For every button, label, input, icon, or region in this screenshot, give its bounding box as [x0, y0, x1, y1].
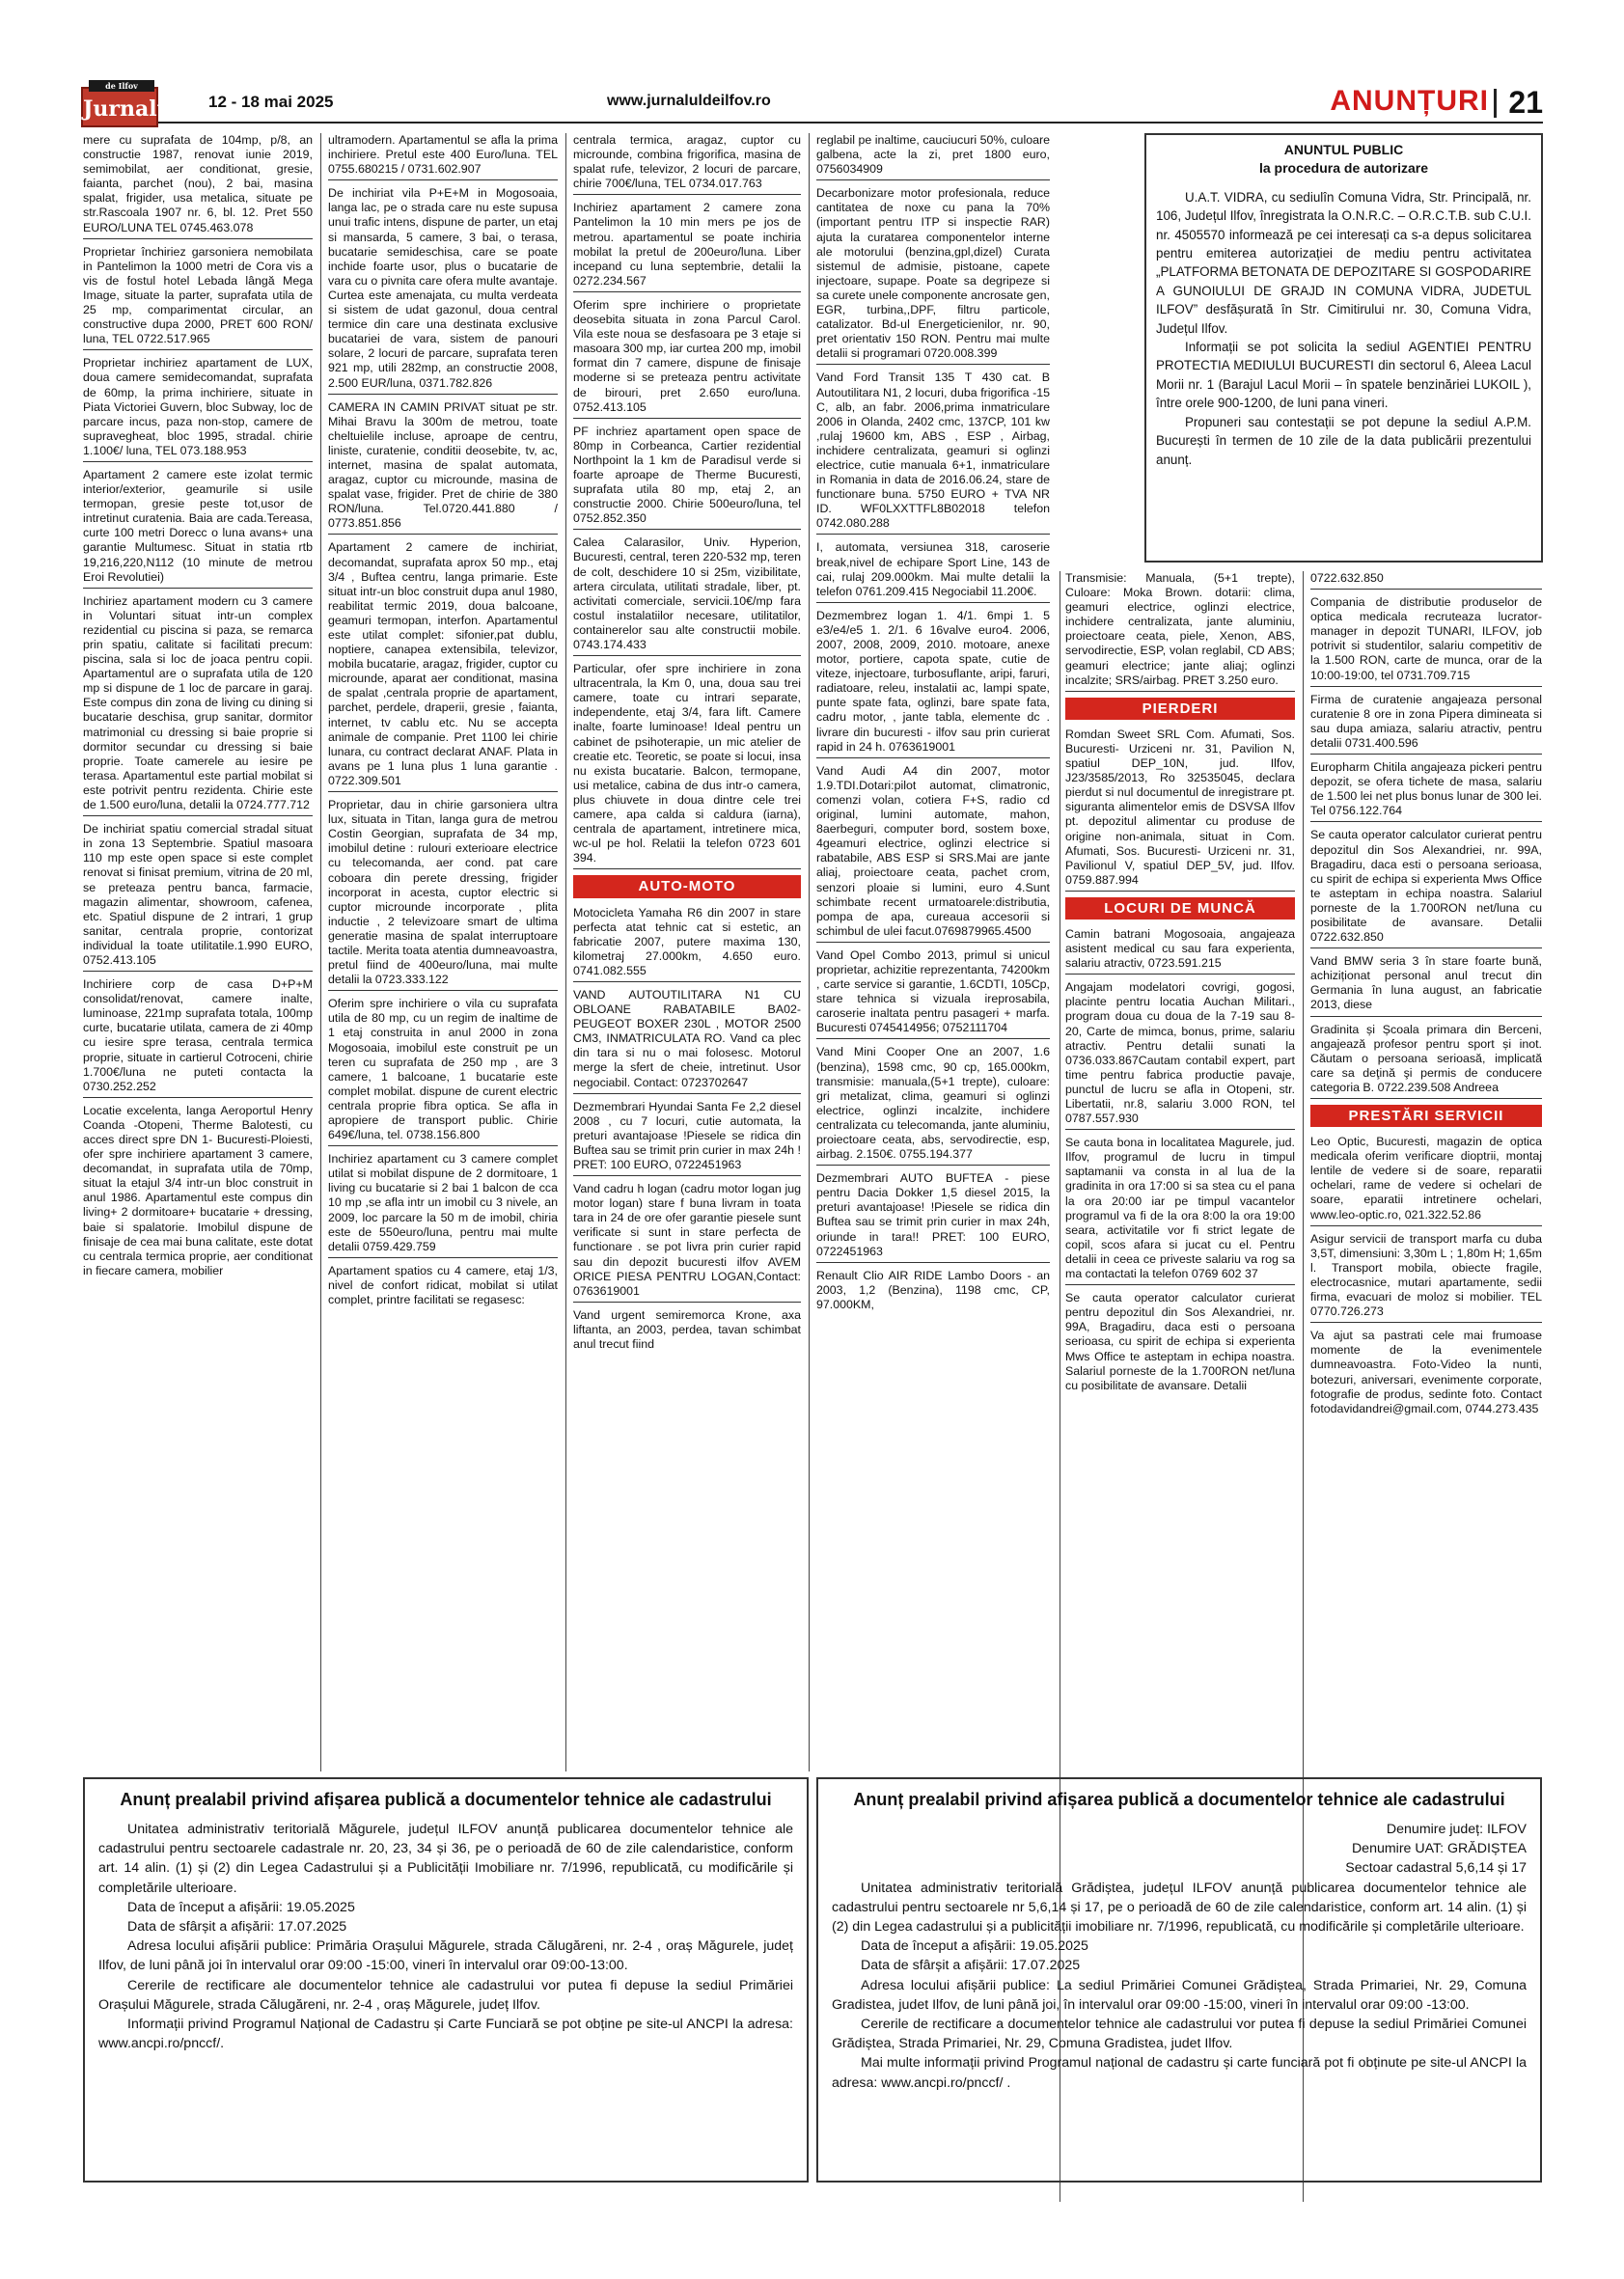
page-number: 21 [1508, 85, 1543, 120]
classified-ad: VAND AUTOUTILITARA N1 CU OBLOANE RABATABILE BA02-PEUGEOT BOXER 230L , MOTOR 2500 CM3, INMATRICULATA RO. Vand ca plec din tara si nu o mai folosesc. Motorul merge la sfert de cheie, intretinut. Usor negociabil. Contact: 0723702647 [573, 988, 801, 1094]
classified-ad: reglabil pe inaltime, cauciucuri 50%, culoare galbena, acte la zi, pret 1800 euro, 0756034909 [816, 133, 1050, 180]
classified-ad: Motocicleta Yamaha R6 din 2007 in stare perfecta atat tehnic cat si estetic, an fabricatie 2007, putere maxima 130, kilometraj 27.000km, 4.650 euro. 0741.082.555 [573, 906, 801, 982]
classified-ad: Gradinita și Școala primara din Berceni, angajează profesor pentru sport și inot. Căutam o persoana serioasă, implicată care sa deţină şi permis de conducere categoria B. 0722.239.508 Andreea [1310, 1023, 1542, 1099]
classified-ad: Firma de curatenie angajeaza personal curatenie 8 ore in zona Pipera dimineata si sau dupa amiaza, salariu atractiv, pentru detalii 0731.400.596 [1310, 693, 1542, 755]
classified-ad: Se cauta operator calculator curierat pentru depozitul din Sos Alexandriei, nr. 99A, Bragadiru, daca esti o persoana serioasa, cu spirit de echipa si experienta Mws Office te asteptam in echipa noastra. Salariul porneste de la 1.700RON net/luna cu posibilitate de avansare. Detalii 0722.632.850 [1310, 828, 1542, 948]
classified-ad: 0722.632.850 [1310, 571, 1542, 590]
ads-column-4 [816, 133, 1050, 1773]
website-link[interactable]: www.jurnaluldeilfov.ro [607, 93, 771, 109]
classified-ad: Se cauta bona in localitatea Magurele, jud. Ilfov, programul de lucru in timpul saptamanii va consta in al lua de la gradinita in ora 17:00 si sa stea cu el pana la ora 20:00 iar pe timpul vacantelor programul va fi de la ora 8:00 la ora 19:00 seara, activitatile vor fi strict legate de copil, scos afara si jucat cu el. Pentru detalii in ceea ce priveste salariu va rog sa ma contactati la telefon 0769 602 37 [1065, 1136, 1295, 1285]
notice-start-date: Data de început a afișării: 19.05.2025 [861, 1938, 1088, 1955]
classified-ad: Compania de distributie produselor de optica medicala recruteaza lucrator-manager in depozit TUNARI, ILFOV, job potrivit si studentilor, salariu competitiv de la 1.500 RON, carte de munca, orar de la 10:00-19:00, tel 0731.709.715 [1310, 595, 1542, 687]
classified-ad: Vand Ford Transit 135 T 430 cat. B Autoutilitara N1, 2 locuri, duba frigorifica -15 C, alb, an fabr. 2006,prima inmatriculare 2006 in Olanda, 2402 cmc, 137CP, 101 kw ,rulaj 19600 km, ABS , ESP , Airbag, inchidere centralizata, geamuri si oglinzi electrice, cutie manuala 6+1, inmatriculare in Romania in data de 2016.06.24, stare de functionare buna. 5750 EURO + TVA NR ID. WF0LXXTTFL8B02018 telefon 0742.080.288 [816, 371, 1050, 535]
notice-end-date: Data de sfârșit a afișării: 17.07.2025 [127, 1919, 347, 1936]
classified-ad: Particular, ofer spre inchiriere in zona ultracentrala, la Km 0, una, doua sau trei camere, toate cu intrari separate, independente, etaj 3/4, fara lift. Camere inalte, foarte luminoase! Ideal pentru un cabinet de psihoterapie, un mic atelier de creatie etc. Teoretic, se poate si locui, insa nu exista bucatarie. Balcon, termopane, usi metalice, cabina de dus intr-o camera, plus chiuvete in doua dintre cele trei camere, apa calda si caldura (iarna), centrala de apartament, intretinere mica, wc-ul pe hol. Relatii la telefon 0723 601 394. [573, 662, 801, 869]
classified-ad: Romdan Sweet SRL Com. Afumati, Sos. Bucuresti- Urziceni nr. 31, Pavilion N, spatiul DEP_10N, jud. Ilfov, J23/3585/2013, Ro 32535045, declara pierdut si nul documentul de inregistrare pt. siguranta alimentelor emis de DSVSA Ilfov pt. depozitul alimentar cu produse de origine non-animala, situat in Com. Afumati, Sos. Bucuresti- Urziceni nr. 31, Pavilionul V, spatiul DEP_5V, jud. Ilfov. 0759.887.994 [1065, 728, 1295, 892]
notice-paragraph: Adresa locului afișării publice: Primăria Orașului Măgurele, strada Călugăreni, nr. 2-4 , oraș Măgurele, județ Ilfov, de luni până joi în intervalul orar 09:00 -15:00, vineri în intervalul orar 09:00-13:00. [98, 1938, 793, 1974]
public-notice-box [1144, 133, 1543, 563]
public-notice-paragraph: U.A.T. VIDRA, cu sediulîn Comuna Vidra, Str. Principală, nr. 106, Județul Ilfov, înregistrata la O.N.R.C. – O.R.C.T.B. sub C.U.I. nr. 4505570 informează pe cei interesați ca s-a depus solicitarea pentru emiterea autorizației de mediu pentru activitatea „PLATFORMA BETONATA DE DEPOZITARE SI GOSPODARIRE A GUNOIULUI DE GRAJD IN COMUNA VIDRA, JUDETUL ILFOV” desfășurată în Str. Cimitirului nr. 30, Comuna Vidra, Județul Ilfov. [1156, 189, 1531, 336]
classified-ad: Vand Audi A4 din 2007, motor 1.9.TDI.Dotari:pilot automat, climatronic, comenzi volan, cotiera F+S, radio cd original, lumini automate, mahon, 8aerbeguri, computer bord, sostem boxe, 4geamuri electrice, oglinzi electrice si rabatabile, ABS ESP si SRS.Mai are jante aliaj, proiectoare ceata, pachet crom, senzori ploaie si lumini, euro 4.Sunt schimbate recent urmatoarele:distributia, pompa de apa, cureaua accesorii si schimbul de ulei facut.0769879965.4500 [816, 764, 1050, 943]
classified-ad: Vand urgent semiremorca Krone, axa liftanta, an 2003, perdea, tavan schimbat anul trecut fiind [573, 1307, 801, 1352]
classified-ad: Oferim spre inchiriere o vila cu suprafata utila de 80 mp, cu un regim de inaltime de 1 etaj construita in anul 2000 in zona Mogosoaia, imobilul este construit pe un teren cu suprafata de 250 mp , are 3 camere, 1 balcoane, 1 bucatarie este complet mobilat. dispune de curent electric centrala proprie fibra optica. Se afla in apropiere de transport public. Chirie 649€/luna, tel. 0738.156.800 [328, 997, 558, 1146]
classified-ad: Calea Calarasilor, Univ. Hyperion, Bucuresti, central, teren 220-532 mp, teren de colt, deschidere 10 si 25m, vizibilitate, artera circulata, utilitati stradale, liber, pt. activitati comerciale, servicii.10€/mp fara costul instalatiilor necesare, utilitatilor, containerelor sau alte constructii mobile. 0743.174.433 [573, 535, 801, 656]
classified-ad: Proprietar închiriez garsoniera nemobilata in Pantelimon la 1000 metri de Cora vis a vis de fostul hotel Lebada lângă Mega Image, situate la parter, suprafata utila de 25 mp, comparimentat circular, an constructive dupa 2000, PRET 600 RON/ luna, TEL 0722.517.965 [83, 245, 313, 351]
section-heading-prestari-servicii: PRESTĂRI SERVICII [1310, 1105, 1542, 1127]
classified-ad: Vand BMW seria 3 în stare foarte bună, achiziționat personal anul trecut din Germania în luna august, an fabricatie 2013, diese [1310, 954, 1542, 1016]
ads-column-2 [328, 133, 558, 1773]
column-divider [320, 133, 321, 1771]
notice-paragraph: Cererile de rectificare a documentelor tehnice ale cadastrului vor putea fi depuse la sediul Primăriei Comunei Grădiștea, Strada Primariei, Nr. 29, Comuna Gradistea, judet Ilfov. [832, 2017, 1527, 2052]
header-separator [1494, 89, 1497, 118]
classified-ad: centrala termica, aragaz, cuptor cu microunde, combina frigorifica, masina de spalat rufe, televizor, 2 locuri de parcare, chirie 700€/luna, TEL 0734.017.763 [573, 133, 801, 195]
classified-ad: Decarbonizare motor profesionala, reduce cantitatea de noxe cu pana la 70%(important pentru ITP si inspectie RAR) ajuta la curatarea componentelor interne ale motorului (benzina,gpl,dizel) Curata sistemul de admisie, pistoane, capete injectoare, supape. Poate sa degripeze si sa curete unele componente ancrosate gen, EGR, turbina,,DPF, filtru particole, catalizator. Bd-ul Energeticienilor, nr. 90, pret orientativ 150 RON. Pentru mai multe detalii si programari 0720.008.399 [816, 186, 1050, 365]
classified-ad: Transmisie: Manuala, (5+1 trepte), Culoare: Moka Brown. dotarii: clima, geamuri electrice, oglinzi electrice, inchidere centralizata, jante aluminiu, proiectoare ceata, piele, Xenon, ABS, servodirectie, ESP, volan reglabil, CD ABS; geamuri electrice; jante aliaj; oglinzi incalzite; SRS/airbag. PRET 3.250 euro. [1065, 571, 1295, 692]
classified-ad: Oferim spre inchiriere o proprietate deosebita situata in zona Parcul Carol. Vila este noua se desfasoara pe 3 etaje si masoara 300 mp, iar curtea 200 mp, imobil format din 7 camere, dispune de finisaje moderne si se preteaza pentru activitate de birouri, pret 2.650 euro/luna. 0752.413.105 [573, 298, 801, 419]
classified-ad: Renault Clio AIR RIDE Lambo Doors - an 2003, 1,2 (Benzina), 1198 cmc, CP, 97.000KM, [816, 1268, 1050, 1311]
ads-column-6 [1310, 571, 1542, 1771]
classified-ad: Inchiriez apartament modern cu 3 camere in Voluntari situat intr-un complex rezidential cu piscina si paza, se remarca prin spatiu, calitate si facilitati precum: piscina, sala si loc de joaca pentru copii. Apartamentul are o suprafata utila de 120 mp si dispune de 1 loc de parcare in garaj. Este compus din zona de living cu dining si bucatarie deschisa, grup sanitar, dormitor matrimonial cu dressing si baie proprie si dormitor secundar cu dressing si baie proprie. Toate camerele au iesire pe terasa. Apartamentul este partial mobilat si este potrivit pentru rezidenta. Chirie este de 1.500 euro/luna, detalii la 0724.777.712 [83, 594, 313, 816]
notice-paragraph: Unitatea administrativ teritorială Măgurele, județul ILFOV anunță publicarea documentelor tehnice ale cadastrului pentru sectoarele cadastrale nr. 20, 23, 34 și 36, pe o perioadă de 60 de zile calendaristice, conform art. 14 alin. (1) și (2) din Legea Cadastrului și a Publicității Imobiliare nr. 7/1996, republicată, cu modificările și completările ulterioare. [98, 1822, 793, 1896]
classified-ad: Proprietar, dau in chirie garsoniera ultra lux, situata in Titan, langa gura de metrou Costin Georgian, suprafata de 34 mp, imobilul detine : rulouri exterioare electrice cu telecomanda, aer cond. pat care coboara din perete dressing, frigider incorporat in acesta, cuptor electric si cuptor microunde incorporate , plita inductie , 2 televizoare smart de ultima generatie masina de spalat interruptoare tactile. Merita toata atentia dumneavoastra, pretul fiind de 400euro/luna, mai multe detalii la 0723.333.122 [328, 798, 558, 991]
public-notice-subtitle: la procedura de autorizare [1258, 160, 1429, 177]
notice-sectors: Sectoar cadastral 5,6,14 și 17 [1345, 1860, 1527, 1877]
section-heading-locuri-de-munca: LOCURI DE MUNCĂ [1065, 897, 1295, 920]
classified-ad: Va ajut sa pastrati cele mai frumoase momente de la evenimentele dumneavoastra. Foto-Video la nunti, botezuri, aniversari, evenimente corporate, fotografie de produs, sedinte foto. Contact fotodavidandrei@gmail.com, 0744.273.435 [1310, 1329, 1542, 1415]
classified-ad: Locatie excelenta, langa Aeroportul Henry Coanda -Otopeni, Therme Balotesti, cu acces direct spre DN 1- Bucuresti-Ploiesti, ofer spre inchiriere apartament 3 camere, decomandat, in suprafata utila de 70mp, situat la etajul 3/4 intr-un bloc construit in anul 1986. Apartamentul este compus din living+ 2 dormitoare+ bucatarie + dressing, baie si spalatorie. Imobilul dispune de finisaje de cea mai buna calitate, este dotat cu centrala termica proprie, aer conditionat in fiecare camera, mobilier [83, 1103, 313, 1277]
ads-column-1 [83, 133, 313, 1773]
notice-start-date: Data de început a afișării: 19.05.2025 [127, 1899, 355, 1915]
public-notice-paragraph: Informații se pot solicita la sediul AGENTIEI PENTRU PROTECTIA MEDIULUI BUCURESTI din sectorul 6, Aleea Lacul Morii nr. 1 (Barajul Lacul Morii – în spatele benzinăriei LUKOIL ), între orele 900-1200, de luni pana vineri. [1156, 340, 1531, 411]
notice-paragraph: Cererile de rectificare ale documentelor tehnice ale cadastrului vor putea fi depuse la sediul Primăriei Orașului Măgurele, strada Călugăreni, nr. 2-4 , oraș Măgurele, județ Ilfov. [98, 1977, 793, 2013]
notice-paragraph: Unitatea administrativ teritorială Grădiștea, județul ILFOV anunță publicarea documentelor tehnice ale cadastrului pentru sectoarele nr 5,6,14 și 17, pe o perioadă de 60 de zile calendaristice, conform art. 14 alin. (1) și (2) din Legea cadastrului și a publicității imobiliare nr. 7/1996, republicată, cu modificările și completările ulterioare. [832, 1880, 1527, 1936]
classified-ad: Dezmembrez logan 1. 4/1. 6mpi 1. 5 e3/e4/e5 1. 2/1. 6 16valve euro4. 2006, 2007, 2008, 2009, 2010. motoare, anexe motor, portiere, capota spate, cutie de viteze, injectoare, turbosuflante, aripi, faruri, radiatoare, releu, instalatii ac, lampi spate, punte spate fata, oglinzi, bare spate fata, cadru motor, , jante tabla, elemente dc . livrare din bucuresti - ilfov sau prin curierat rapid in 24 h. 0763619001 [816, 609, 1050, 758]
ads-column-5 [1065, 571, 1295, 1771]
ads-column-3 [573, 133, 801, 1773]
classified-ad: Vand cadru h logan (cadru motor logan jug motor logan) stare f buna livram in toata tara in 24 de ore ofer garantie piesele sunt verificate si sunt in stare perfecta de functionare . se pot livra prin curier rapid sau din depozit bucuresti ilfov AVEM ORICE PIESA PENTRU LOGAN,Contact: 0763619001 [573, 1182, 801, 1303]
section-heading-auto-moto: AUTO-MOTO [573, 875, 801, 897]
classified-ad: I, automata, versiunea 318, caroserie break,nivel de echipare Sport Line, 143 de cai, rulaj 209.000km. Mai multe detalii la telefon 0761.209.415 Negociabil 11.200€. [816, 540, 1050, 602]
notice-title: Anunț prealabil privind afișarea publică a documentelor tehnice ale cadastrului [120, 1790, 772, 1809]
newspaper-logo[interactable]: de Ilfov Jurnalul [81, 87, 158, 127]
cadastral-notice-magurele [83, 1777, 809, 2183]
public-notice-title: ANUNTUL PUBLIC [1283, 142, 1404, 157]
page-header [81, 81, 1543, 124]
classified-ad: Dezmembrari AUTO BUFTEA - piese pentru Dacia Dokker 1,5 diesel 2015, la preturi avantajoase! !Piesele se ridica din Buftea sau se trimit prin curier in max 24h, oriunde in tara!! PRET: 100 EURO, 0722451963 [816, 1171, 1050, 1263]
classified-ad: Camin batrani Mogosoaia, angajeaza asistent medical cu sau fara experienta, salariu atractiv, 0723.591.215 [1065, 927, 1295, 975]
classified-ad: Se cauta operator calculator curierat pentru depozitul din Sos Alexandriei, nr. 99A, Bragadiru, daca esti o persoana serioasa, cu spirit de echipa si experienta Mws Office te asteptam in echipa noastra. Salariul porneste de la 1.700RON net/luna cu posibilitate de avansare. Detalii [1065, 1291, 1295, 1392]
notice-paragraph: Adresa locului afișării publice: La sediul Primăriei Comunei Grădiștea, Strada Primariei, Nr. 29, Comuna Gradistea, judet Ilfov, de luni până joi, în intervalul orar 09:00 -15:00, vineri în intervalul orar 09:00 -13:00. [832, 1977, 1527, 2013]
classified-ad: Inchiriez apartament 2 camere zona Pantelimon la 10 min mers pe jos de metrou. apartamentul se poate inchiria mobilat la pretul de 200euro/luna. Liber incepand cu luna septembrie, detalii la 0272.234.567 [573, 201, 801, 292]
issue-date: 12 - 18 mai 2025 [208, 93, 334, 111]
classified-ad: Inchiriere corp de casa D+P+M consolidat/renovat, camere inalte, luminoase, 221mp suprafata totala, 100mp curte, bucatarie utilata, camera de zi 40mp cu iesire spre terasa, centrala termica proprie, situate in cartierul Cotroceni, chirie 1.700€/luna ne puteti contacta la 0730.252.252 [83, 977, 313, 1098]
notice-paragraph: Informații privind Programul Național de Cadastru și Carte Funciară se pot obține pe site-ul ANCPI la adresa: www.ancpi.ro/pnccf/. [98, 2017, 793, 2052]
classified-ad: CAMERA IN CAMIN PRIVAT situat pe str. Mihai Bravu la 300m de metrou, toate cheltuielile incluse, aproape de centru, liniste, curatenie, conditii deosebite, tv, ac, internet, masina de spalat automata, aragaz, cuptor cu microunde, masina de spalat vase, frigider. Pret de chirie de 380 RON/luna. Tel.0720.441.880 / 0773.851.856 [328, 400, 558, 535]
classified-ad: Europharm Chitila angajeaza pickeri pentru depozit, se ofera tichete de masa, salariu de 1.500 lei net plus bonus lunar de 300 lei. Tel 0756.122.764 [1310, 760, 1542, 822]
section-title: ANUNȚURI [1330, 85, 1489, 117]
cadastral-notice-gradistea [816, 1777, 1542, 2183]
classified-ad: De inchiriat vila P+E+M in Mogosoaia, langa lac, pe o strada care nu este supusa unui trafic intens, dispune de parter, un etaj si mansarda, 5 camere, 3 bai, o terasa, bucatarie semideschisa, care se poate inchide foarte usor, plus o bucatarie de vara cu o pivnita care ofera multe avantaje. Curtea este amenajata, cu multa verdeata si sistem de udat gazonul, doua central termice din care una destinata exclusive bucatariei de vara, sistem de panouri solare, 2 locuri de parcare, suprafata teren 921 mp, utili 282mp, an constructie 2008, 2.500 EUR/luna, 0371.782.826 [328, 186, 558, 394]
notice-county: Denumire județ: ILFOV [1386, 1822, 1527, 1837]
public-notice-paragraph: Propuneri sau contestații se pot depune la sediul A.P.M. București în termen de 10 zile de la data publicării prezentului anunț. [1156, 414, 1531, 467]
classified-ad: Asigur servicii de transport marfa cu duba 3,5T, dimensiuni: 3,30m L ; 1,80m H; 1,65m l. Transport mobila, obiecte fragile, electrocasnice, mutari apartamente, sedii firma, evacuari de moloz si mobilier. TEL 0770.726.273 [1310, 1232, 1542, 1324]
notice-paragraph: Mai multe informații privind Programul național de cadastru și carte funciară pot fi obținute pe site-ul ANCPI la adresa: www.ancpi.ro/pnccf/ . [832, 2055, 1527, 2091]
classified-ad: Dezmembrari Hyundai Santa Fe 2,2 diesel 2008 , cu 7 locuri, cutie automata, la preturi avantajoase !Piesele se ridica din Buftea sau se trimit prin curier in max 24h ! PRET: 100 EURO, 0722451963 [573, 1100, 801, 1176]
notice-end-date: Data de sfârșit a afișării: 17.07.2025 [861, 1958, 1081, 1974]
classified-ad: Vand Mini Cooper One an 2007, 1.6 (benzina), 1598 cmc, 90 cp, 165.000km, transmisie: manuala,(5+1 trepte), culoare: gri metalizat, clima, geamuri si oglinzi electrice, oglinzi incalzite, inchidere centralizata cu telecomanda, jante aluminiu, proiectoare ceata, abs, servodirectie, esp, airbag. 2.150€. 0755.194.377 [816, 1045, 1050, 1166]
section-heading-pierderi: PIERDERI [1065, 698, 1295, 720]
classified-ad: PF inchriez apartament open space de 80mp in Corbeanca, Cartier rezidential Northpoint la 1 km de Paradisul verde si foarte aproape de Therme Bucuresti, suprafata utila 80 mp, etaj 2, an constructie 2000. Chirie 500euro/luna, tel 0752.852.350 [573, 425, 801, 531]
classified-ad: Inchiriez apartament cu 3 camere complet utilat si mobilat dispune de 2 dormitoare, 1 living cu bucatarie si 2 bai 1 balcon de cca 10 mp ,se afla intr un imobil cu 3 nivele, an 2009, loc parcare la 50 m de imobil, chiria este de 550euro/luna, pentru mai multe detalii 0759.429.759 [328, 1152, 558, 1258]
classified-ad: Apartament 2 camere este izolat termic interior/exterior, geamurile si usile termopan, gresie peste tot,usor de intretinut curatenia. Baia are cada.Tereasa, curte 100 metri Dorecc o luna avans+ una garantie Multumesc. Situat in statia rtb 19,216,220,N112 (10 minute de metrou Eroi Revolutiei) [83, 468, 313, 589]
classified-ad: De inchiriat spatiu comercial stradal situat in zona 13 Septembrie. Spatiul masoara 110 mp este open space si este complet renovat si finisat premium, vitrina de 20 ml, se preteaza pentru banca, farmacie, magazin alimentar, showroom, cafenea, etc. Spatiul dispune de 2 intrari, 1 grup sanitar, centrala proprie, contorizat individual la toate utilitatile.1.990 EURO, 0752.413.105 [83, 822, 313, 972]
notice-title: Anunț prealabil privind afișarea publică a documentelor tehnice ale cadastrului [853, 1790, 1505, 1809]
classified-ad: Angajam modelatori covrigi, gogosi, placinte pentru locatia Auchan Militari., program doua cu doua de la 7-19 sau 8-20, Carte de mimca, bonus, prime, salariu atractiv. Pentru detalii sunati la 0736.033.867Cautam contabil expert, part time pentru fabrica productie pavaje, punctul de lucru se afla in Otopeni, str. Libertatii, nr.8, salariu 3.000 RON, tel 0787.557.930 [1065, 980, 1295, 1130]
classified-ad: Leo Optic, Bucuresti, magazin de optica medicala oferim verificare dioptrii, montaj lentile de vedere si de soare, reparatii ochelari, rame de vedere si ochelari de soare, eparatii intretinere ochelari, www.leo-optic.ro, 021.322.52.86 [1310, 1135, 1542, 1226]
notice-uat: Denumire UAT: GRĂDIȘTEA [1351, 1841, 1527, 1857]
column-divider [809, 133, 810, 1771]
classified-ad: Apartament spatios cu 4 camere, etaj 1/3, nivel de confort ridicat, mobilat si utilat complet, printre facilitati se regasesc: [328, 1263, 558, 1307]
classified-ad: Proprietar inchiriez apartament de LUX, doua camere semidecomandat, suprafata de 60mp, la prima inchiriere, situate in Piata Victoriei Guvern, bloc Subway, loc de parcare incus, paza non-stop, camere de supravegheat, bloc 1995, stradal. chirie 1.100€/ luna, TEL 073.188.953 [83, 356, 313, 462]
column-divider [565, 133, 566, 1771]
classified-ad: Apartament 2 camere de inchiriat, decomandat, suprafata aprox 50 mp., etaj 3/4 , Buftea centru, langa primarie. Este situat intr-un bloc construit dupa anul 1980, reabilitat termic 2019, doua balcoane, geamuri termopan, interfon. Apartamentul este utilat complet: sifonier,pat dublu, noptiere, canapea extensibila, televizor, mobila bucatarie, aragaz, frigider, cuptor cu microunde, aparat aer conditionat, masina de spalat ,centrala proprie de apartament, parchet, perdele, draperii, gresie , faianta, internet, tv cablu etc. Nu se accepta animale de companie. Pret 1100 lei chirie lunara, cu contract declarat ANAF. Plata in avans pe 1 luna plus 1 luna garantie . 0722.309.501 [328, 540, 558, 792]
classified-ad: Vand Opel Combo 2013, primul si unicul proprietar, achizitie reprezentanta, 74200km , carte service si garantie, 1.6CDTI, 105Cp, stare tehnica si vizuala ireprosabila, caroserie inaltata pentru pasageri + marfa. Bucuresti 0745414956; 0752111704 [816, 948, 1050, 1040]
classified-ad: ultramodern. Apartamentul se afla la prima inchiriere. Pretul este 400 Euro/luna. TEL 0755.680215 / 0731.602.907 [328, 133, 558, 180]
classified-ad: mere cu suprafata de 104mp, p/8, an constructie 1987, renovat iunie 2019, semimobilat, aer conditionat, gresie, faianta, parchet (nou), 2 bai, masina spalat, frigider, usa metalica, situate pe str.Rascoala 1907 nr. 6, bl. 12. Pret 550 EURO/LUNA TEL 0745.463.078 [83, 133, 313, 239]
